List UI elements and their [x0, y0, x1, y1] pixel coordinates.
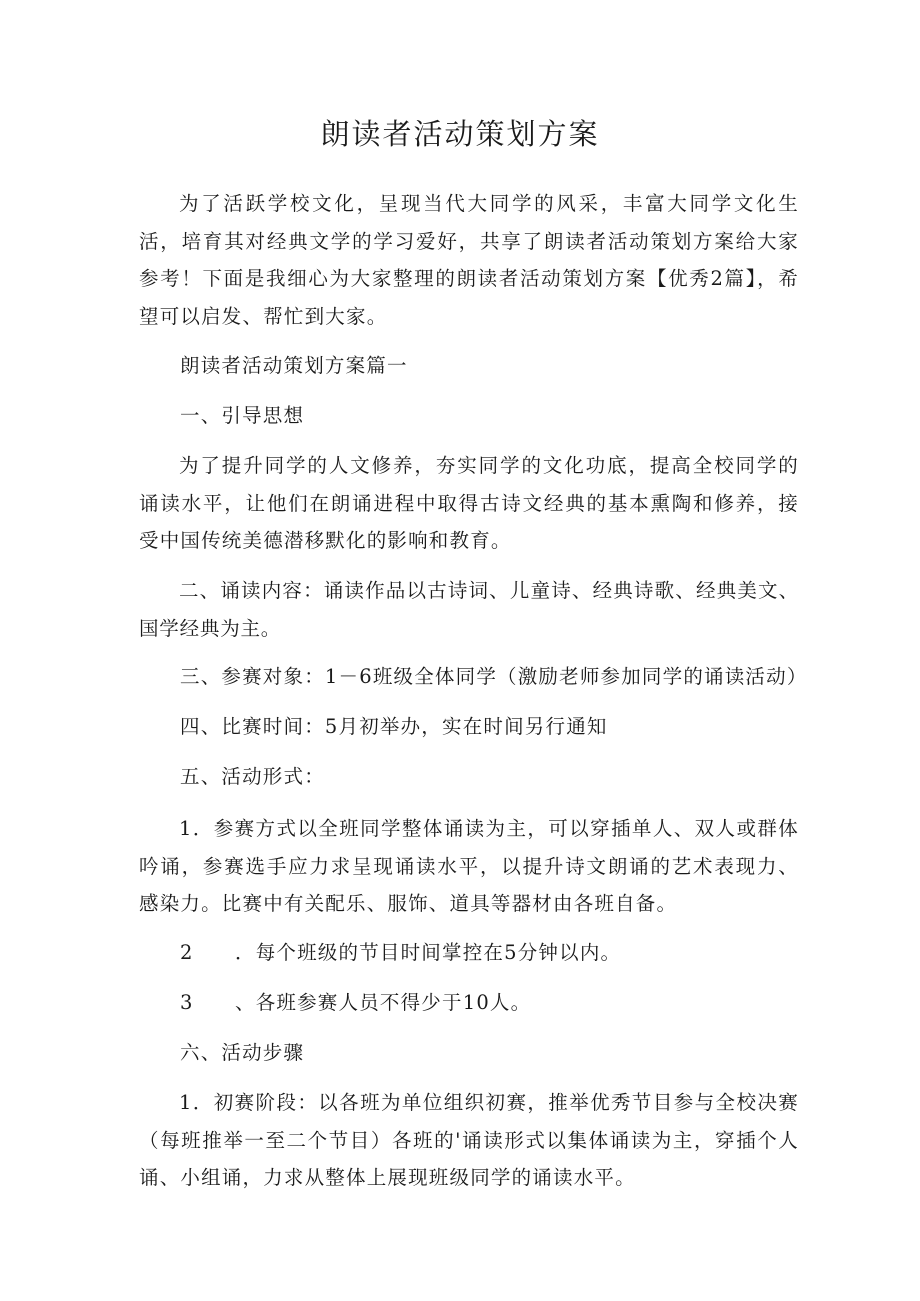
- heading-activity-steps: 六、活动步骤: [180, 1041, 305, 1064]
- document-title: 朗读者活动策划方案: [320, 117, 600, 151]
- paragraph-guiding-thought: 为了提升同学的人文修养，夯实同学的文化功底，提高全校同学的诵读水平，让他们在朗诵进程中取得古诗文经典的基本熏陶和修养，接受中国传统美德潜移默化的影响和教育。: [139, 454, 799, 552]
- paragraph-format-1: 1．参赛方式以全班同学整体诵读为主，可以穿插单人、双人或群体吟诵，参赛选手应力求呈现诵读水平，以提升诗文朗诵的艺术表现力、感染力。比赛中有关配乐、服饰、道具等器材由各班自备。: [139, 817, 799, 915]
- heading-participants: 三、参赛对象：1－6班级全体同学（激励老师参加同学的诵读活动）: [180, 665, 808, 688]
- heading-activity-format: 五、活动形式：: [180, 765, 325, 788]
- heading-guiding-thought: 一、引导思想: [180, 404, 305, 427]
- paragraph-steps-1: 1．初赛阶段：以各班为单位组织初赛，推举优秀节目参与全校决赛（每班推举一至二个节目）各班的'诵读形式以集体诵读为主，穿插个人诵、小组诵，力求从整体上展现班级同学的诵读水平。: [139, 1091, 799, 1189]
- heading-reading-content: 二、诵读内容：诵读作品以古诗词、儿童诗、经典诗歌、经典美文、国学经典为主。: [139, 579, 799, 640]
- heading-competition-time: 四、比赛时间：5月初举办，实在时间另行通知: [180, 715, 608, 738]
- paragraph-format-3: 3 、各班参赛人员不得少于10人。: [180, 991, 532, 1014]
- intro-paragraph: 为了活跃学校文化，呈现当代大同学的风采，丰富大同学文化生活，培育其对经典文学的学习爱好，共享了朗读者活动策划方案给大家参考！下面是我细心为大家整理的朗读者活动策划方案【优秀2篇】，希望可以启发、帮忙到大家。: [139, 192, 799, 328]
- section-title: 朗读者活动策划方案篇一: [180, 354, 408, 377]
- paragraph-format-2: 2 ．每个班级的节目时间掌控在5分钟以内。: [180, 941, 622, 964]
